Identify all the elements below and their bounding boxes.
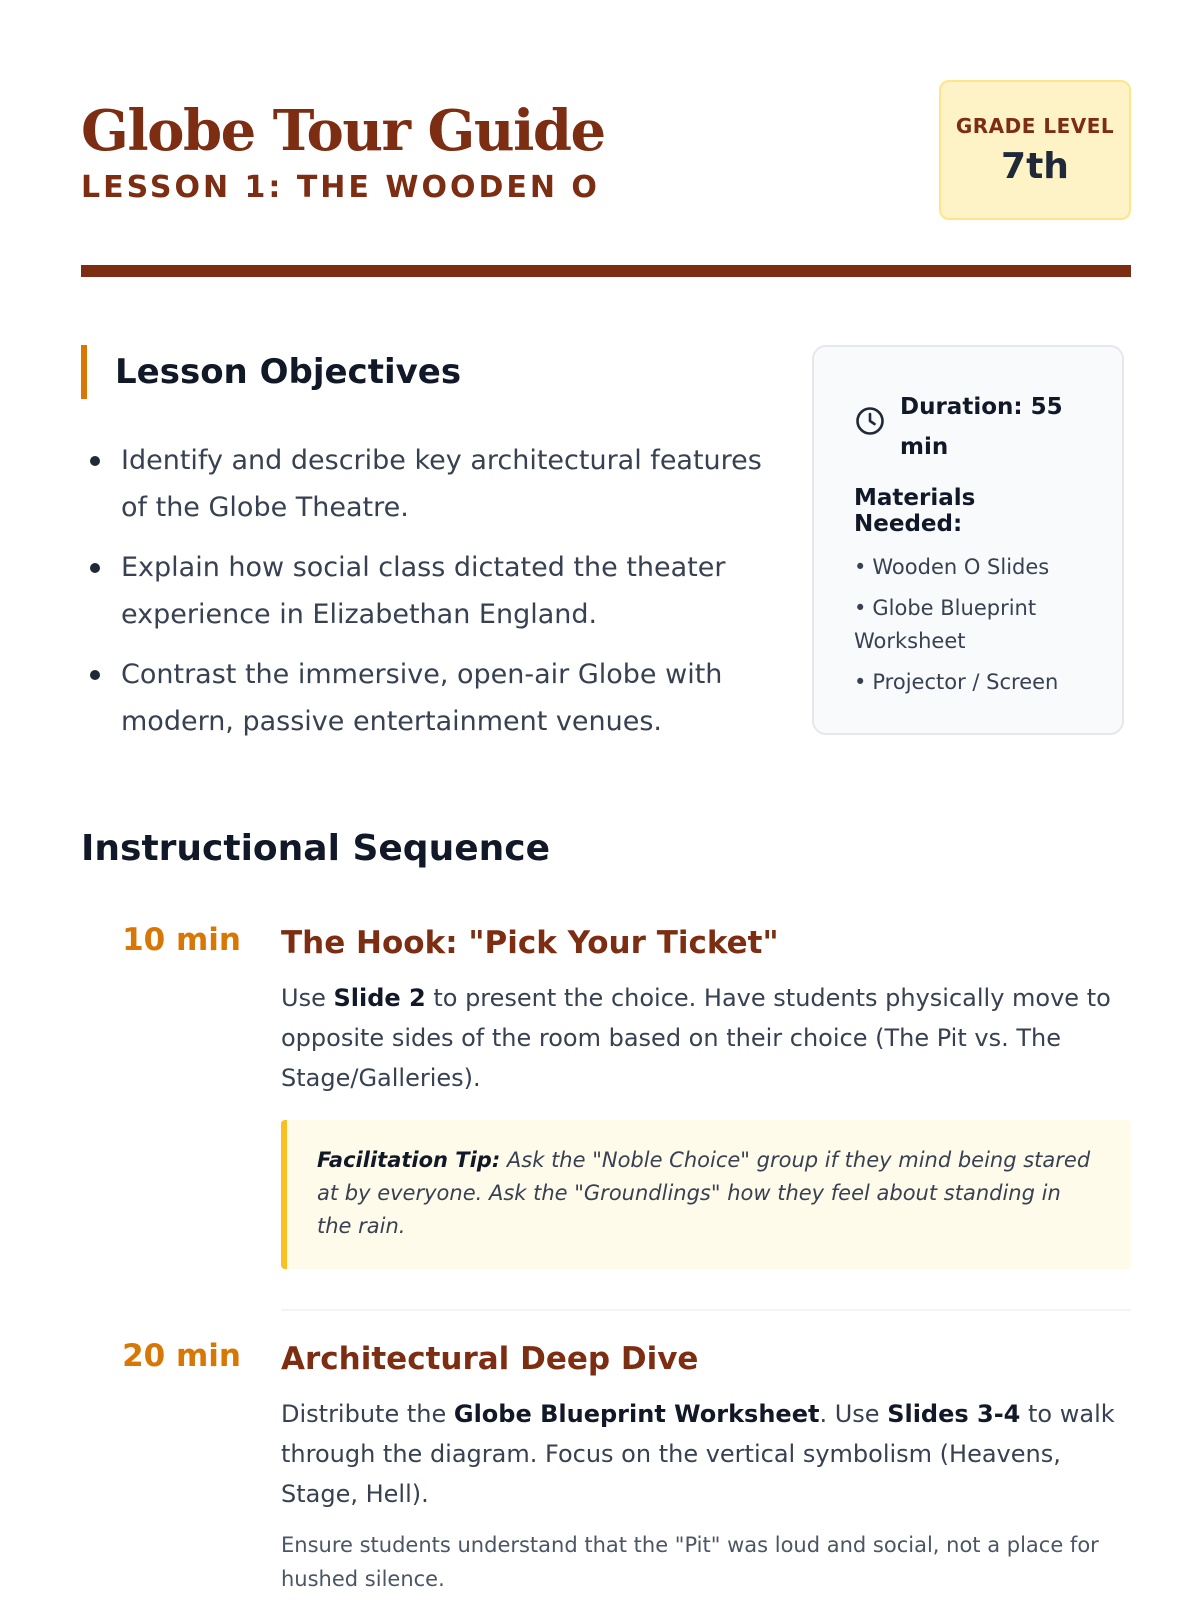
objective-item: Explain how social class dictated the theater experience in Elizabethan England. xyxy=(81,544,781,638)
page-title: Globe Tour Guide xyxy=(81,98,605,164)
objective-item: Contrast the immersive, open-air Globe with modern, passive entertainment venues. xyxy=(81,651,781,745)
lesson-info-card xyxy=(812,345,1124,735)
tip-text: Ask the "Noble Choice" group if they mind being stared at by everyone. Ask the "Groundlings" how they feel about standing in the rain. xyxy=(317,1148,1091,1238)
materials-list xyxy=(854,551,1082,699)
clock-icon xyxy=(854,405,886,437)
material-item: • Projector / Screen xyxy=(854,670,1059,694)
grade-level-label: GRADE LEVEL xyxy=(955,114,1115,138)
material-item: • Wooden O Slides xyxy=(854,555,1050,579)
objectives-section xyxy=(81,345,781,758)
step-body xyxy=(281,922,1131,1311)
grade-level-value: 7th xyxy=(1001,146,1069,187)
step-time: 10 min xyxy=(122,922,241,958)
objective-item: Identify and describe key architectural features of the Globe Theatre. xyxy=(81,437,781,531)
step-title: The Hook: "Pick Your Ticket" xyxy=(281,925,779,961)
step-description: Use Slide 2 to present the choice. Have students physically move to opposite sides of the room based on their choice (The Pit vs. The Stage/Galleries). xyxy=(281,984,1111,1092)
grade-level-badge xyxy=(939,80,1131,220)
header-divider xyxy=(81,265,1131,277)
step-divider xyxy=(281,1309,1131,1311)
duration-row xyxy=(854,387,1082,471)
step-description: Distribute the Globe Blueprint Worksheet. Use Slides 3-4 to walk through the diagram. Focus on the vertical symbolism (Heavens, Stage, Hell). xyxy=(281,1400,1115,1508)
materials-heading: Materials Needed: xyxy=(854,485,976,537)
step-body xyxy=(281,1338,1131,1596)
material-item: • Globe Blueprint Worksheet xyxy=(854,596,1037,653)
objectives-list xyxy=(81,437,781,745)
step-time: 20 min xyxy=(122,1338,241,1374)
duration-text: Duration: 55 min xyxy=(900,394,1063,460)
sequence-heading: Instructional Sequence xyxy=(81,828,551,869)
page-header xyxy=(81,80,1131,280)
objectives-heading: Lesson Objectives xyxy=(81,345,781,399)
tip-label: Facilitation Tip: xyxy=(317,1148,501,1172)
lesson-subtitle: LESSON 1: THE WOODEN O xyxy=(81,170,600,205)
facilitation-tip xyxy=(281,1120,1131,1269)
step-note: Ensure students understand that the "Pit" was loud and social, not a place for hushed silence. xyxy=(281,1533,1099,1591)
step-title: Architectural Deep Dive xyxy=(281,1341,699,1377)
